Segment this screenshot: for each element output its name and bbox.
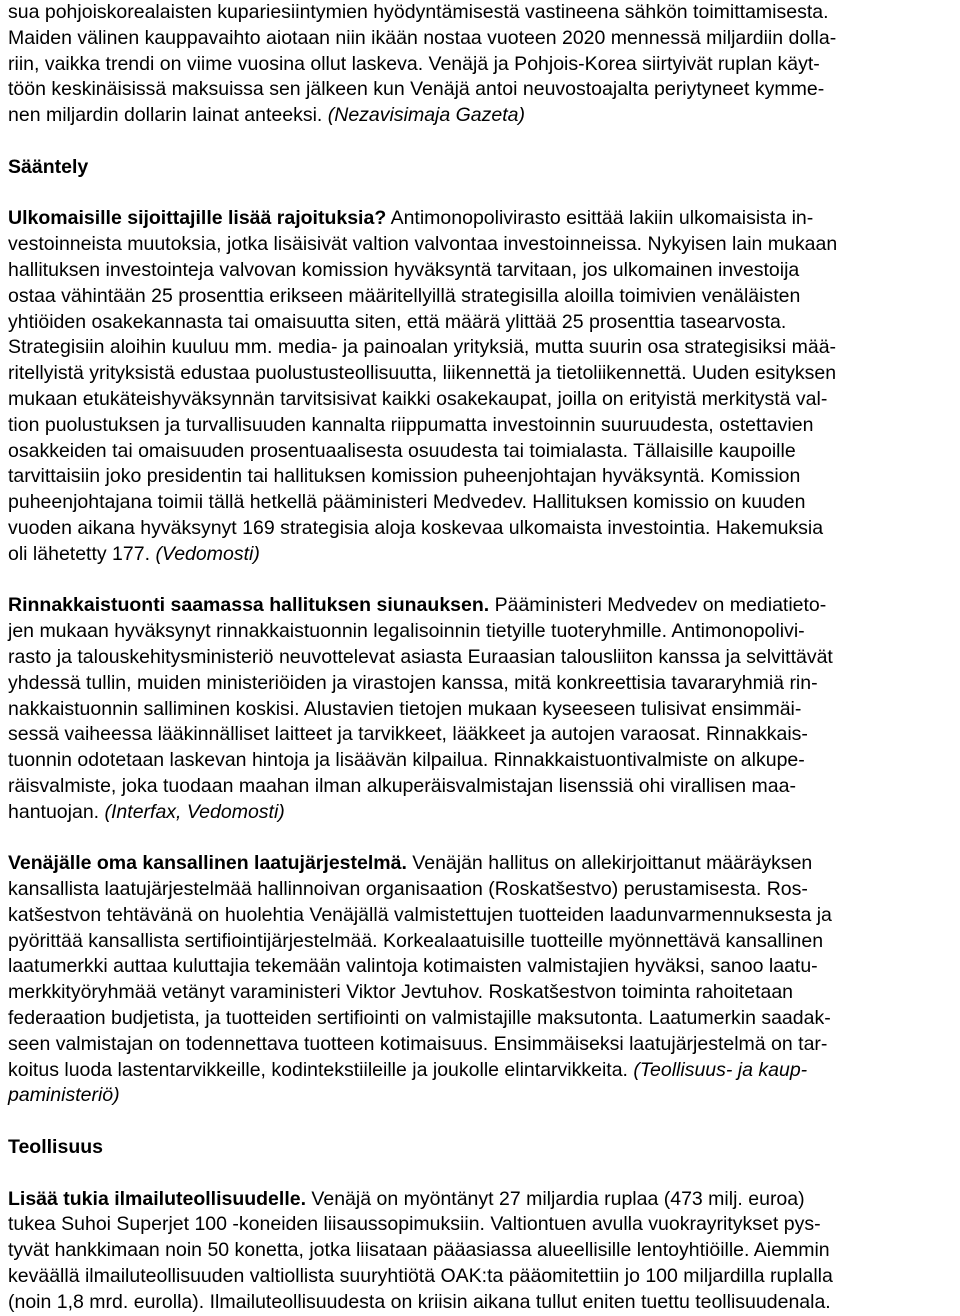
- article-lead: Venäjälle oma kansallinen laatujärjestelmä.: [8, 852, 407, 875]
- article-body: Pääministeri Medvedev on mediatieto- jen mukaan hyväksynyt rinnakkaistuonnin legalisoinnin tietyille tuoteryhmille. Antimonopolivi- rasto ja talouskehitysministeriö neuvottelevat asiasta Euraasian talousliiton kanssa ja selvittävät yhdessä tullin, muiden ministeriöiden ja virastojen kanssa, mitä konkreettisia tavararyhmiä rin- nakkaistuonnin salliminen koskisi. Alustavien tietojen mukaan kyseeseen tulisivat ensimmäi- sessä vaiheessa lääkinnälliset laitteet ja tarvikkeet, lääkkeet ja autojen varaosat. Rinnakkais- tuonnin odotetaan laskevan hintoja ja lisäävän kilpailua. Rinnakkaistuontivalmiste on alkupe- räisvalmiste, joka tuodaan maahan ilman alkuperäisvalmistajan lisenssiä ohi virallisen maa- hantuojan.: [8, 594, 833, 823]
- article-source: (Vedomosti): [155, 542, 260, 565]
- spacer: [8, 1161, 952, 1187]
- article-source: (Interfax, Vedomosti): [104, 800, 285, 823]
- spacer: [8, 129, 952, 155]
- section-heading-industry: Teollisuus: [8, 1136, 103, 1159]
- section-heading-regulation: Sääntely: [8, 155, 89, 178]
- article-body: Venäjän hallitus on allekirjoittanut määräyksen kansallista laatujärjestelmää hallinnoivan organisaation (Roskatšestvo) perustamisesta. Ros- katšestvon tehtävänä on huolehtia Venäjällä valmistettujen tuotteiden laadunvarmennuksesta ja pyörittää kansallista sertifiointijärjestelmää. Korkealaatuisille tuotteille myönnettävä kansallinen laatumerkki auttaa kuluttajia tekemään valintoja kotimaisten valmistajien hyväksi, sanoo laatu- merkkityöryhmää vetänyt varaministeri Viktor Jevtuhov. Roskatšestvon toiminta rahoitetaan federaation budjetista, ja tuotteiden sertifiointi on valmistajille maksutonta. Laatumerkin saadak- seen valmistajan on todennettava tuotteen kotimaisuus. Ensimmäiseksi laatujärjestelmä on tar- koitus luoda lastentarvikkeille, kodintekstiileille ja joukolle elintarvikkeita.: [8, 852, 832, 1081]
- spacer: [8, 826, 952, 852]
- article-lead: Ulkomaisille sijoittajille lisää rajoituksia?: [8, 207, 387, 230]
- intro-source: (Nezavisimaja Gazeta): [327, 104, 525, 127]
- spacer: [8, 568, 952, 594]
- intro-paragraph: [8, 0, 952, 129]
- article-quality-system: [8, 851, 952, 1109]
- article-body: Venäjä on myöntänyt 27 miljardia ruplaa (473 milj. euroa) tukea Suhoi Superjet 100 -koneiden liisaussopimuksiin. Valtiontuen avulla vuokrayritykset pys- tyvät hankkimaan noin 50 konetta, jotka liisataan pääasiassa alueellisille lentoyhtiöille. Aiemmin keväällä ilmailuteollisuuden valtiollista suuryhtiötä OAK:ta pääomitettiin jo 100 miljardilla ruplalla (noin 1,8 mrd. eurolla). Ilmailuteollisuudesta on kriisin aikana tullut eniten tuettu teollisuudenala.: [8, 1187, 833, 1313]
- spacer: [8, 181, 952, 207]
- article-parallel-import: [8, 593, 952, 825]
- intro-text: sua pohjoiskorealaisten kupariesiintymien hyödyntämisestä vastineena sähkön toimittamisesta. Maiden välinen kauppavaihto aiotaan niin ikään nostaa vuoteen 2020 mennessä miljardiin dolla- riin, vaikka trendi on viime vuosina ollut laskeva. Venäjä ja Pohjois-Korea siirtyivät ruplan käyt- töön keskinäisissä maksuissa sen jälkeen kun Venäjä antoi neuvostoajalta periytyneet kymme- nen miljardin dollarin lainat anteeksi.: [8, 1, 837, 127]
- article-aviation: [8, 1187, 952, 1316]
- article-lead: Lisää tukia ilmailuteollisuudelle.: [8, 1187, 307, 1210]
- spacer: [8, 1109, 952, 1135]
- article-foreign-investors: [8, 206, 952, 567]
- article-body: Antimonopolivirasto esittää lakiin ulkomaisista in- vestoinneista muutoksia, jotka lisäisivät valtion valvontaa investoinneissa. Nykyisen lain mukaan hallituksen investointeja valvovan komission hyväksyntä tarvitaan, jos ulkomainen investoija ostaa vähintään 25 prosenttia erikseen määritellyillä strategisilla aloilla toimivien venäläisten yhtiöiden osakekannasta tai omaisuutta siten, että määrä ylittää 25 prosenttia tasearvosta. Strategisiin aloihin kuuluu mm. media- ja painoalan yrityksiä, mutta suurin osa strategisiksi mää- ritellyistä yrityksistä edustaa puolustusteollisuutta, liikennettä ja tietoliikennettä. Uuden esityksen mukaan etukäteishyväksynnän tarvitsisivat kaikki osakekaupat, joilla on erityistä merkitystä val- tion puolustuksen ja turvallisuuden kannalta riippumatta investoinnin suuruudesta, ostettavien osakkeiden tai omaisuuden prosentuaalisesta osuudesta tai toimialasta. Tällaisille kaupoille tarvittaisiin joko presidentin tai hallituksen komission puheenjohtajan hyväksyntä. Komission puheenjohtajana toimii tällä hetkellä pääministeri Medvedev. Hallituksen komissio on kuuden vuoden aikana hyväksynyt 169 strategisia aloja koskevaa ulkomaista investointia. Hakemuksia oli lähetetty 177.: [8, 207, 838, 565]
- article-lead: Rinnakkaistuonti saamassa hallituksen siunauksen.: [8, 594, 490, 617]
- article-source: (Teollisuus- ja kaup- paministeriö): [8, 1058, 808, 1107]
